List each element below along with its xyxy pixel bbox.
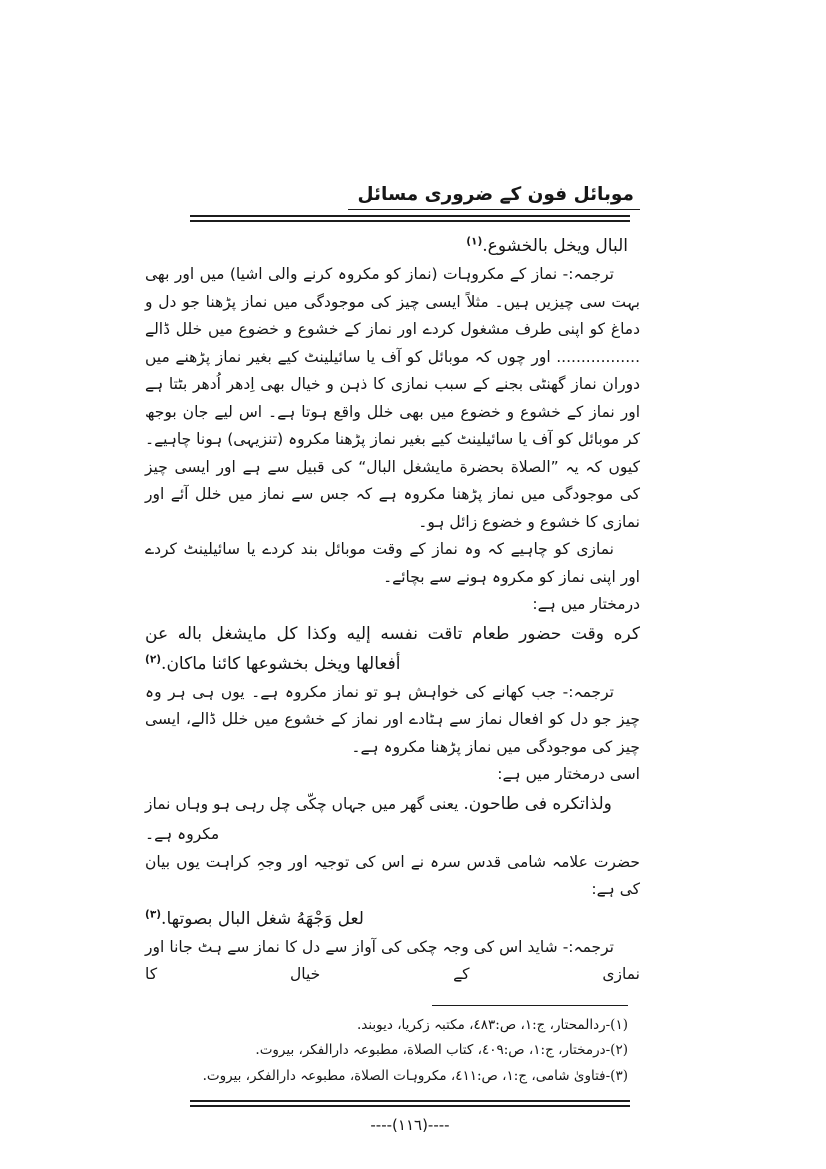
header-double-rule	[190, 215, 630, 222]
footnote-2: (٢)-درمختار، ج:١، ص:٤٠٩، کتاب الصلاة، مطبوعہ دارالفکر، بیروت.	[255, 1042, 628, 1058]
mixed-quote-mill-line	[145, 789, 640, 849]
arabic-continuation-line	[145, 231, 640, 261]
text-column	[145, 184, 640, 1134]
urdu-paragraph-translation-3: ترجمہ:- شاید اس کی وجہ چکی کی آواز سے دل کا نماز سے ہٹ جانا اور نمازی کے خیال کا	[145, 937, 640, 983]
page-title: موبائل فون کے ضروری مسائل	[348, 184, 640, 210]
footnote-marker-1: (١)	[466, 235, 483, 248]
footnote-1: (١)-ردالمحتار، ج:١، ص:٤٨٣، مکتبہ زکریا، دیوبند.	[356, 1016, 628, 1033]
arabic-quote-text: كره وقت حضور طعام تاقت نفسه إليه وكذا كل مايشغل باله عن أفعالها ويخل بخشوعها كائنا ماكان.	[145, 623, 640, 674]
running-header	[145, 184, 640, 210]
urdu-paragraph-translation-2: ترجمہ:- جب کھانے کی خواہش ہو تو نماز مکروہ ہے۔ یوں ہی ہر وہ چیز جو دل کو افعال نماز سے ہٹادے اور نماز کے خشوع میں خلل ڈالے، ایسی چیز کی موجودگی میں نماز پڑھنا مکروہ ہے۔	[145, 682, 640, 756]
quote-leadin-durr-mukhtar: درمختار میں ہے:	[532, 595, 640, 613]
footnotes-block	[145, 1013, 628, 1090]
footnote-marker-3: (٣)	[145, 907, 162, 920]
footnote-3: (٣)-فتاویٰ شامی، ج:١، ص:٤١١، مکروہات الصلاة، مطبوعہ دارالفکر، بیروت.	[202, 1067, 628, 1084]
footer-double-rule	[190, 1100, 630, 1107]
urdu-paragraph-translation-1: ترجمہ:- نماز کے مکروہات (نماز کو مکروہ کرنے والی اشیا) میں اور بھی بہت سی چیزیں ہیں۔ مثلاً ایسی چیز کی موجودگی میں نماز پڑھنا جو دل و دماغ کو اپنی طرف مشغول کردے اور نماز کے خشوع و خضوع میں خلل ڈالے ................. اور چوں کہ موبائل کو آف یا سائیلینٹ کیے بغیر نماز پڑھنے میں دوران نماز گھنٹی بجنے کے سبب نمازی کا ذہن و خیال بھی اِدھر اُدھر بٹتا ہے اور نماز کے خشوع و خضوع میں بھی خلل واقع ہوتا ہے۔ اس لیے جان بوجھ کر موبائل کو آف یا سائیلینٹ کیے بغیر نماز پڑھنا مکروہ (تنزیہی) ہونا چاہیے۔ کیوں کہ یہ ”الصلاة بحضرة مايشغل البال“ کی قبیل سے ہے اور ایسی چیز کی موجودگی میں نماز پڑھنا مکروہ ہے کہ جس سے نماز میں خلل آئے اور نمازی کا خشوع و خضوع زائل ہو۔	[145, 265, 640, 531]
footnote-marker-2: (٢)	[145, 652, 162, 665]
body-text	[145, 231, 640, 989]
arabic-quote-text: لعل وَجْهَهُ شغل البال بصوتها.	[161, 908, 364, 929]
arabic-quote-shami	[145, 904, 640, 934]
arabic-quote-text: ولذاتكره فى طاحون.	[463, 793, 612, 814]
quote-leadin-durr-mukhtar-2: اسی درمختار میں ہے:	[497, 765, 640, 783]
urdu-paragraph-advice: نمازی کو چاہیے کہ وہ نماز کے وقت موبائل بند کردے یا سائیلینٹ کردے اور اپنی نماز کو مکروہ ہونے سے بچائے۔	[145, 540, 640, 586]
footnote-separator-rule	[432, 1005, 628, 1006]
page-number: ----(١١٦)----	[370, 1116, 450, 1134]
urdu-inline-translation: یعنی گھر میں جہاں چکّی چل رہی ہو وہاں نماز مکروہ ہے۔	[145, 794, 464, 843]
urdu-line-shami-intro: حضرت علامہ شامی قدس سرہ نے اس کی توجیہ اور وجہِ کراہت یوں بیان کی ہے:	[145, 852, 640, 898]
arabic-quote-durr-mukhtar	[145, 619, 640, 679]
arabic-quote-text: البال ويخل بالخشوع.	[482, 236, 628, 256]
